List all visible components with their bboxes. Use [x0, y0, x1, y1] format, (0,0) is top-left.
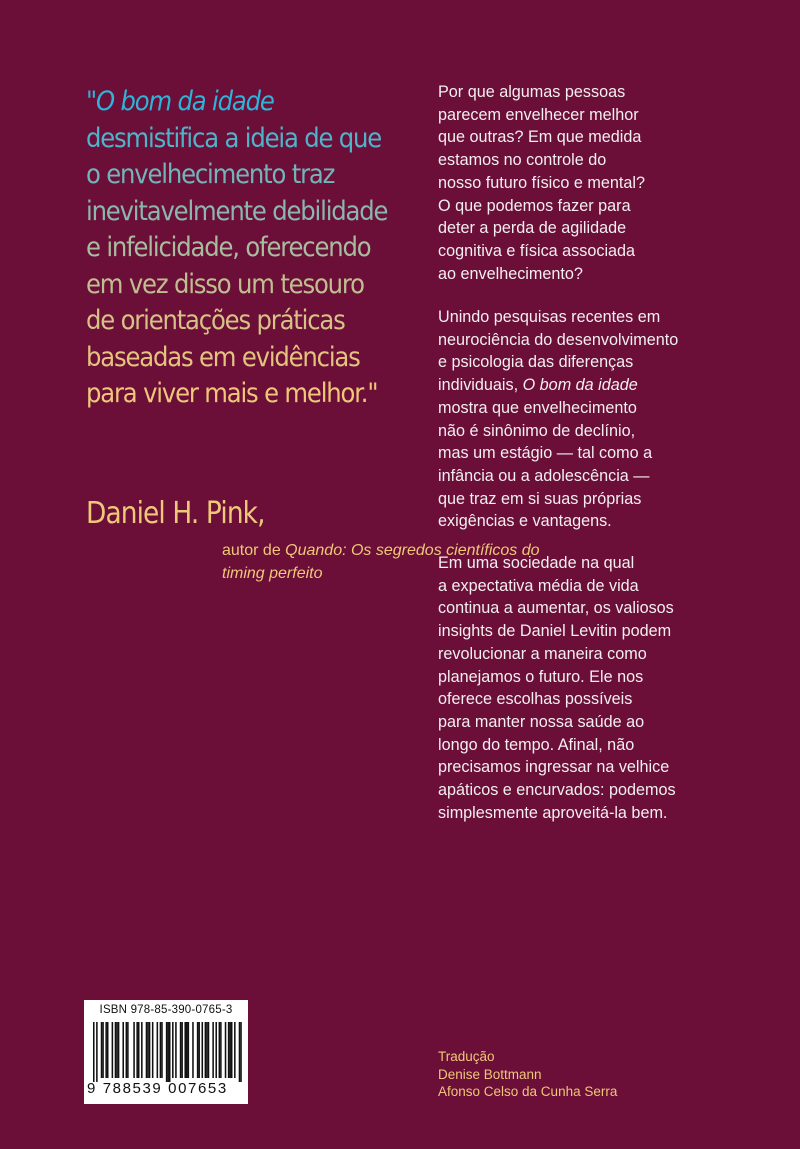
barcode-bar [172, 1022, 174, 1078]
barcode-bar [118, 1022, 120, 1078]
barcode-bar [152, 1022, 154, 1078]
blurb-line: planejamos o futuro. Ele nos [438, 667, 644, 686]
blurb-line: continua a aumentar, os valiosos [438, 599, 674, 618]
barcode-bar [240, 1022, 242, 1082]
barcode-bar [166, 1022, 168, 1082]
attribution-prefix: autor de [222, 542, 286, 559]
barcode-bar [181, 1022, 183, 1078]
barcode-bar [234, 1022, 236, 1078]
barcode-bar [197, 1022, 199, 1078]
blurb-line: Em uma sociedade na qual [438, 554, 635, 572]
blurb-line: ao envelhecimento? [438, 264, 583, 283]
barcode-bar [127, 1022, 129, 1078]
barcode-bar [146, 1022, 148, 1078]
barcode-bar [215, 1022, 217, 1078]
barcode-bar [112, 1022, 114, 1078]
isbn-label: ISBN 978-85-390-0765-3 [99, 1004, 233, 1016]
barcode-bar [160, 1022, 162, 1078]
quote-line: de orientações práticas [86, 305, 345, 336]
barcode-bar [175, 1022, 177, 1078]
barcode-bar [157, 1022, 159, 1078]
blurb-line: parecem envelhecer melhor [438, 105, 639, 124]
barcode-bar [133, 1022, 135, 1078]
quote-line: para viver mais e melhor." [86, 378, 378, 409]
book-title: O bom da idade [522, 376, 638, 395]
barcode-bar [96, 1022, 98, 1082]
barcode-bar [212, 1022, 214, 1078]
attribution-work-title: Quando: Os segredos científicos do timing perfeito [222, 542, 540, 582]
barcode-bars [91, 1022, 243, 1082]
blurb-paragraph-2 [438, 306, 748, 533]
blurb-line: Unindo pesquisas recentes em [438, 308, 661, 326]
barcode-bar [167, 1022, 169, 1082]
blurb-paragraph-3 [438, 552, 748, 824]
barcode-bar [202, 1022, 204, 1078]
barcode-bar [105, 1022, 107, 1078]
blurb-line: exigências e vantagens. [438, 512, 612, 531]
blurb-paragraph-1 [438, 81, 748, 285]
blurb-line: infância ou a adolescência — [438, 466, 650, 485]
barcode-bar [169, 1022, 171, 1082]
blurb-line: cognitiva e física associada [438, 241, 636, 260]
blurb-line: revolucionar a maneira como [438, 644, 647, 663]
quote-line: em vez disso um tesouro [86, 268, 364, 300]
blurb-line: neurociência do desenvolvimento [438, 330, 679, 349]
blurb-line: que traz em si suas próprias [438, 489, 642, 508]
barcode-bar [147, 1022, 149, 1078]
blurb-line: que outras? Em que medida [438, 128, 642, 147]
barcode-bar [228, 1022, 230, 1078]
blurb-line: estamos no controle do [438, 151, 607, 170]
barcode-bar [205, 1022, 207, 1078]
blurb-line: nosso futuro físico e mental? [438, 173, 645, 192]
blurb-line: mostra que envelhecimento [438, 398, 637, 417]
barcode-bar [198, 1022, 200, 1078]
quote-line: "O bom da idade [86, 86, 274, 117]
quote-line: e infelicidade, oferecendo [86, 232, 371, 263]
blurb-line: apáticos e encurvados: podemos [438, 781, 676, 800]
quote-line: baseadas em evidências [86, 341, 360, 373]
blurb-line: longo do tempo. Afinal, não [438, 735, 635, 754]
barcode-bar [141, 1022, 143, 1078]
barcode-bar [239, 1022, 241, 1082]
barcode-bar [225, 1022, 227, 1078]
barcode-bar [220, 1022, 222, 1078]
barcode-bar [101, 1022, 103, 1078]
translator-name: Denise Bottmann [438, 1066, 542, 1082]
barcode-bar [229, 1022, 231, 1078]
quote-line: inevitavelmente debilidade [86, 195, 388, 227]
translation-credits [438, 1048, 617, 1101]
isbn-barcode [84, 1000, 248, 1104]
barcode-bar [115, 1022, 117, 1078]
quote-line: desmistifica a ideia de que [86, 122, 382, 154]
barcode-bar [93, 1022, 95, 1082]
pull-quote [86, 84, 416, 413]
translator-name: Afonso Celso da Cunha Serra [438, 1084, 618, 1099]
blurb-line: não é sinônimo de declínio, [438, 421, 636, 440]
quote-line: o envelhecimento traz [86, 159, 335, 190]
barcode-bar [102, 1022, 104, 1078]
blurb-line: e psicologia das diferenças [438, 353, 634, 372]
blurb-line: O que podemos fazer para [438, 196, 631, 215]
barcode-bar [180, 1022, 182, 1078]
blurb-line: Por que algumas pessoas [438, 83, 626, 101]
barcode-bar [192, 1022, 194, 1078]
barcode-bar [188, 1022, 190, 1078]
barcode-bar [107, 1022, 109, 1078]
barcode-bar [136, 1022, 138, 1078]
blurb-line: insights de Daniel Levitin podem [438, 622, 672, 641]
barcode-bar [138, 1022, 140, 1078]
blurb-line: precisamos ingressar na velhice [438, 758, 670, 777]
barcode-bar [219, 1022, 221, 1078]
barcode-bar [126, 1022, 128, 1078]
blurb-line: a expectativa média de vida [438, 576, 639, 595]
blurb-text: individuais, [438, 376, 523, 395]
barcode-bar [231, 1022, 233, 1078]
barcode-bar [116, 1022, 118, 1078]
barcode-bar [161, 1022, 163, 1078]
blurb-line: deter a perda de agilidade [438, 219, 627, 238]
barcode-bar [186, 1022, 188, 1078]
attribution-name: Daniel H. Pink, [86, 496, 265, 531]
barcode-bar [149, 1022, 151, 1078]
credits-label: Tradução [438, 1049, 495, 1064]
barcode-bar [184, 1022, 186, 1078]
blurb-line: mas um estágio — tal como a [438, 444, 653, 463]
blurb-line: simplesmente aproveitá-la bem. [438, 803, 668, 822]
barcode-bar [206, 1022, 208, 1078]
blurb-line: oferece escolhas possíveis [438, 690, 633, 709]
blurb-line: para manter nossa saúde ao [438, 712, 645, 731]
barcode-bar [208, 1022, 210, 1078]
barcode-digits: 9 788539 007653 [87, 1080, 228, 1097]
blurb-line [438, 374, 748, 397]
barcode-bar [122, 1022, 124, 1078]
